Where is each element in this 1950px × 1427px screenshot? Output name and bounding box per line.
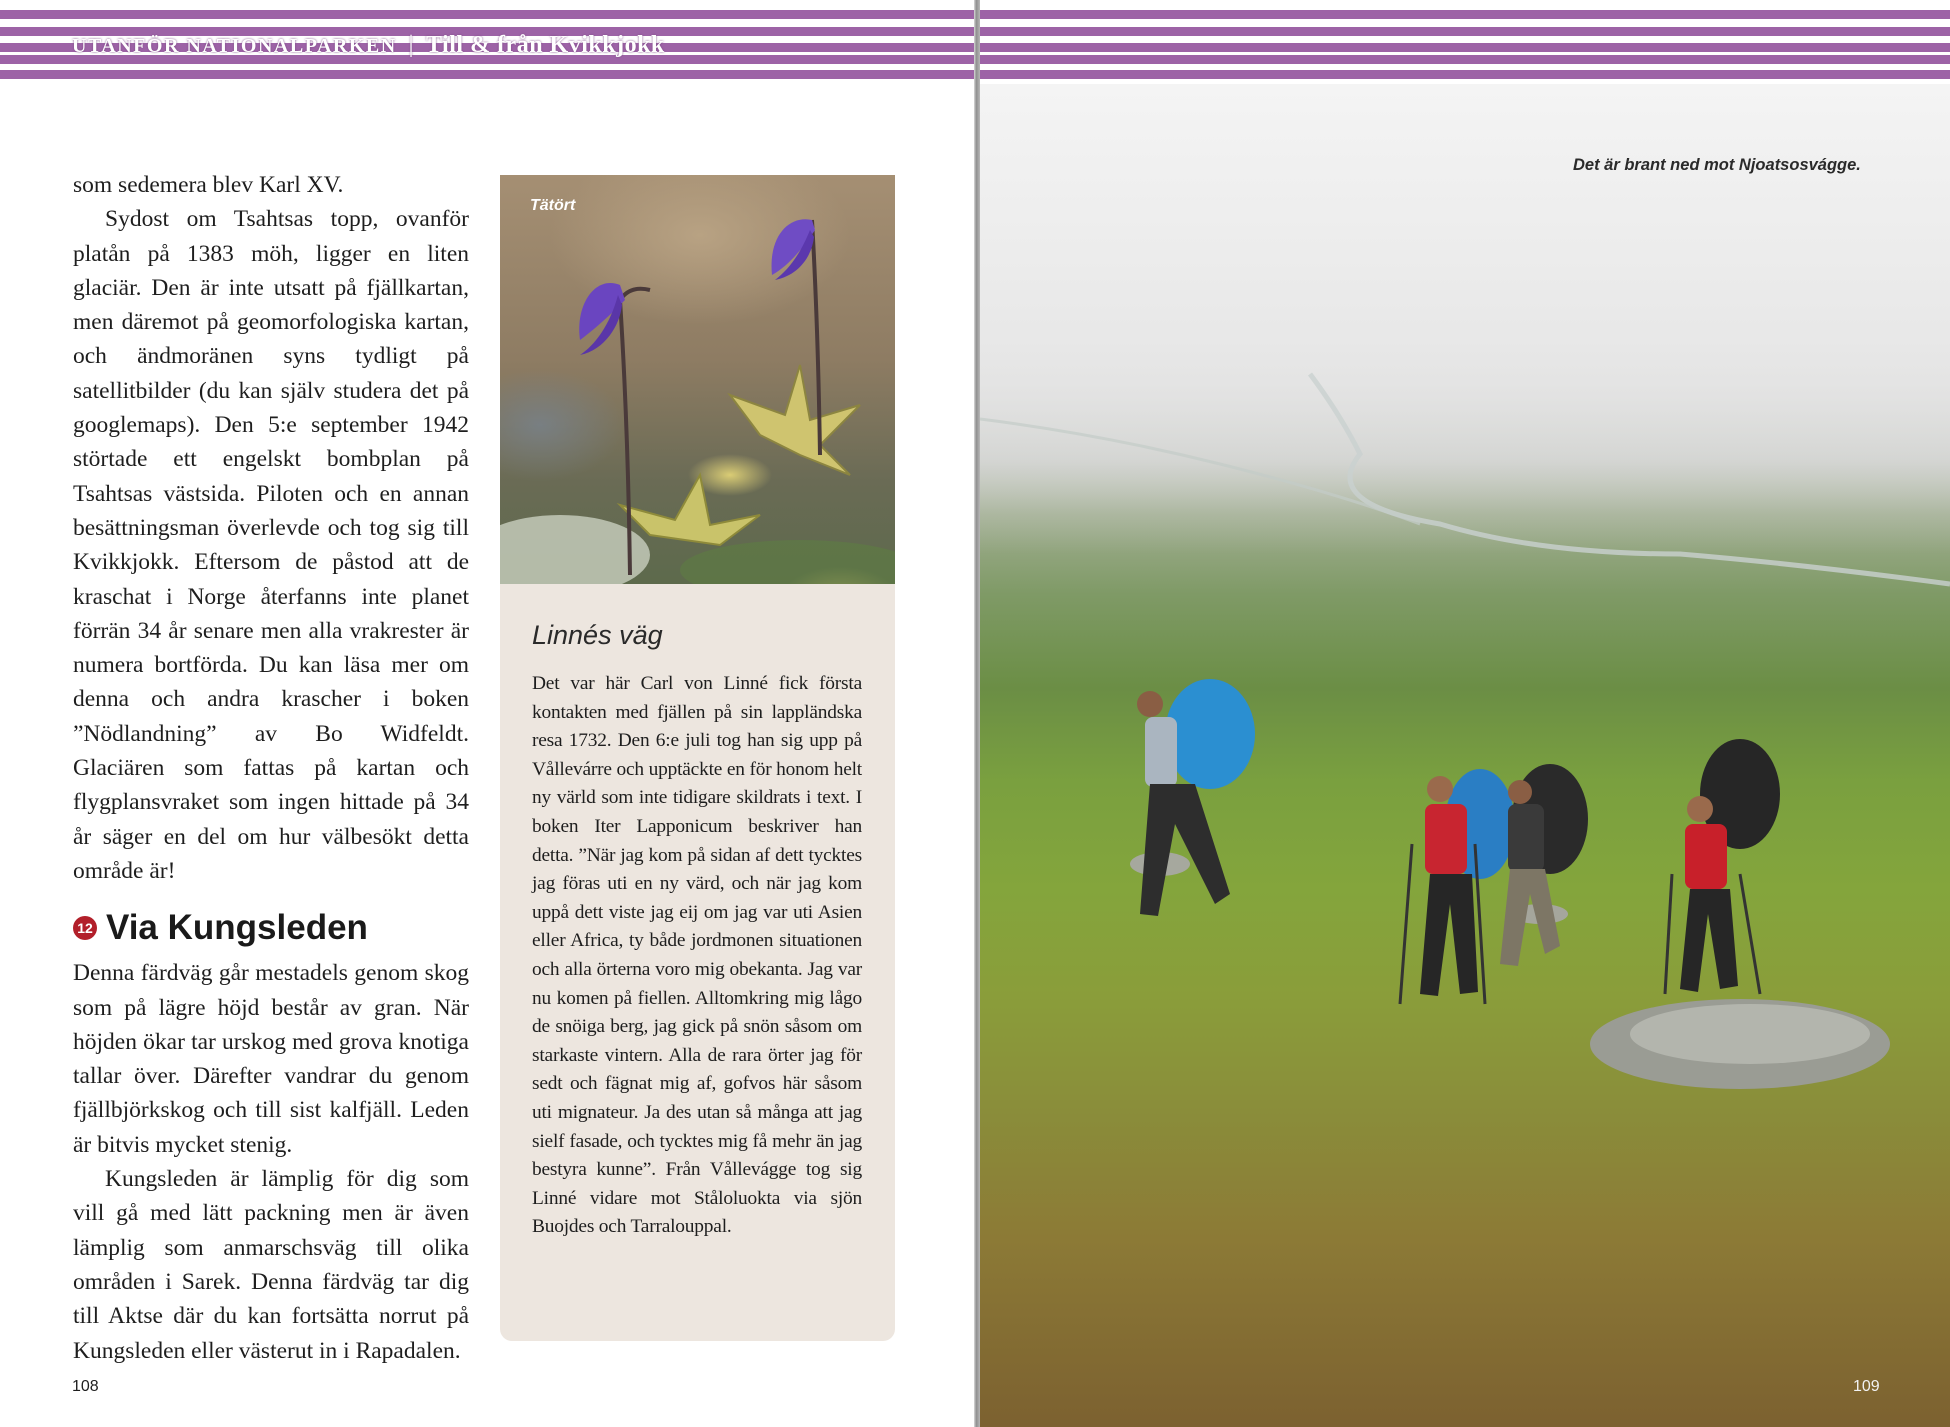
section-heading-text: Via Kungsleden — [106, 908, 368, 948]
sidebar-box — [500, 584, 895, 1341]
photo-caption: Det är brant ned mot Njoatsosvágge. — [1573, 156, 1861, 174]
butterwort-illustration — [500, 175, 895, 584]
page-number-right: 109 — [1853, 1378, 1880, 1395]
sidebar-title: Linnés väg — [532, 620, 663, 650]
hikers-photo — [980, 84, 1950, 1427]
hiker — [1500, 764, 1588, 966]
section-number-badge: 12 — [73, 916, 97, 940]
hikers-illustration — [980, 84, 1950, 1427]
photo-label: Tätört — [530, 197, 576, 214]
running-head-chapter: Till & från Kvikkjokk — [425, 32, 665, 58]
hiker — [1665, 739, 1780, 994]
running-head — [72, 33, 665, 57]
paragraph: Kungsleden är lämplig för dig som vill gå med lätt packning men är även lämplig som anmarschsväg till olika områden i Sarek. Denna färdväg tar dig till Aktse där du kan fortsätta norrut på Kungsleden eller västerut in i Rapadalen. — [73, 1166, 469, 1364]
running-head-separator: | — [408, 32, 414, 58]
hiker — [1400, 769, 1515, 1004]
paragraph: Sydost om Tsahtsas topp, ovanför platån på 1383 möh, ligger en liten glaciär. Den är inte utsatt på fjällkartan, men däremot på geomorfologiska kartan, och ändmoränen syns tydligt på satellitbilder (du kan själv studera det på googlemaps). Den 5:e september 1942 störtade ett engelskt bombplan på Tsahtsas västsida. Piloten och en annan besättningsman överlevde och tog sig till Kvikkjokk. Eftersom de påstod att de kraschat i Norge återfanns inte planet förrän 34 år senare men alla vrakrester är numera bortförda. Du kan läsa mer om denna och andra krascher i boken ”Nödlandning” av Bo Widfeldt. Glaciären som fattas på kartan och flygplansvraket som ingen hittade på 34 år säger en del om hur välbesökt detta område är! — [73, 206, 469, 884]
section-heading — [73, 908, 469, 948]
sidebar-text: Det var här Carl von Linné fick första kontakten med fjällen på sin lappländska resa 1732. Den 6:e juli tog han sig upp på Vållevárre och upptäckte en för honom helt ny värld som inte tidigare skildrats i text. I boken Iter Lapponicum beskriver han detta. ”När jag kom på sidan af dett tycktes jag föras uti en ny värd, och när jag kom uppå dett viste jag eij om jag var uti Asien eller Africa, ty både jordmonen situationen och alla örterna voro mig obekanta. Jag var nu komen på fiellen. Alltomkring mig lågo de snöiga berg, jag gick på snön såsom om starkaste vintern. Alla de rara örter jag för sedt och fägnat mig af, gofvos här såsom uti mignateur. Ja des utan så många att jag sielf fasade, och tycktes mig få mehr än jag bestyra kunne”. Från Vållevágge tog sig Linné vidare mot Ståloluokta via sjön Buojdes och Tarralouppal. — [532, 673, 862, 1238]
butterwort-photo — [500, 175, 895, 584]
left-page-body — [73, 168, 469, 1368]
hiker — [1137, 679, 1255, 916]
running-head-section: UTANFÖR NATIONALPARKEN — [72, 35, 397, 57]
paragraph: som sedemera blev Karl XV. — [73, 172, 344, 198]
paragraph: Denna färdväg går mestadels genom skog som på lägre höjd består av gran. När höjden ökar tar urskog med grova knotiga tallar över. Därefter vandrar du genom fjällbjörkskog och till sist kalfjäll. Leden är bitvis mycket stenig. — [73, 960, 469, 1158]
page-number-left: 108 — [72, 1378, 99, 1395]
